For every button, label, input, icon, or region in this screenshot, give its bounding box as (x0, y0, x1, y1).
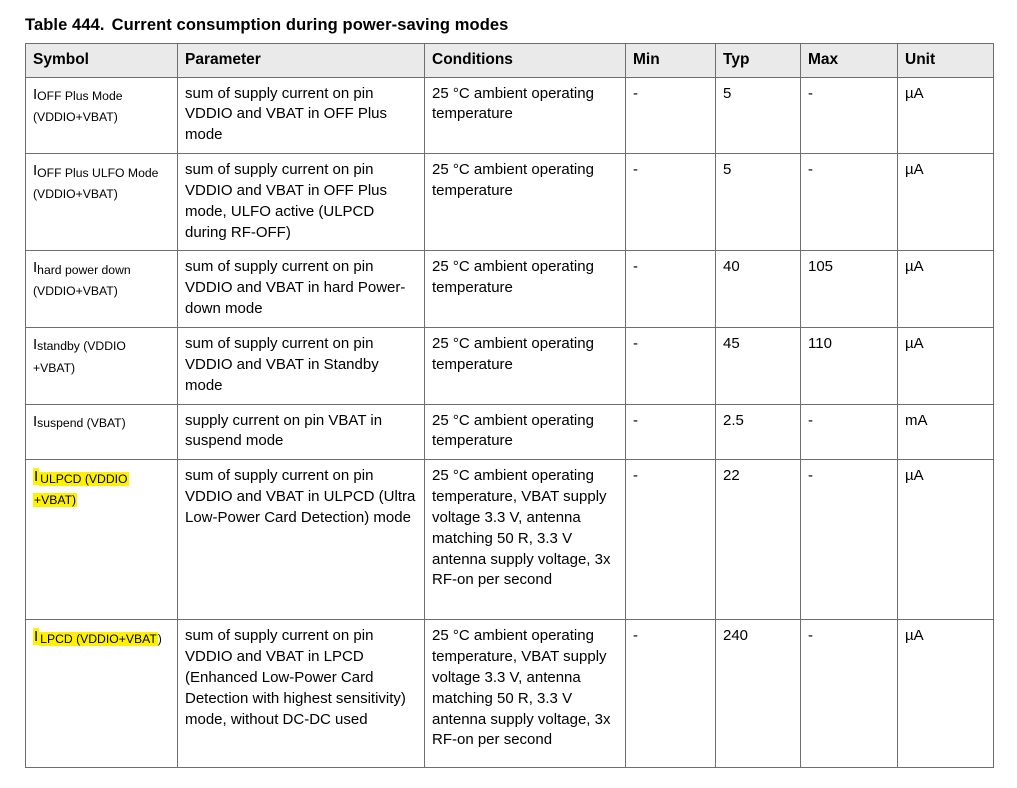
cell-parameter: sum of supply current on pin VDDIO and VBAT in OFF Plus mode (178, 77, 425, 154)
cell-symbol (26, 327, 178, 404)
cell-unit: mA (898, 404, 994, 460)
cell-parameter: sum of supply current on pin VDDIO and VBAT in OFF Plus mode, ULFO active (ULPCD during RF-OFF) (178, 154, 425, 251)
cell-min: - (626, 620, 716, 768)
cell-min: - (626, 327, 716, 404)
symbol-text: Ihard power down (VDDIO+VBAT) (33, 259, 131, 299)
cell-typ: 2.5 (716, 404, 801, 460)
cell-max: - (801, 460, 898, 620)
cell-conditions: 25 °C ambient operating temperature (425, 154, 626, 251)
cell-min: - (626, 154, 716, 251)
cell-unit: µA (898, 154, 994, 251)
symbol-text: I LPCD (VDDIO+VBAT) (34, 628, 162, 646)
cell-conditions: 25 °C ambient operating temperature (425, 327, 626, 404)
column-header-max: Max (801, 44, 898, 78)
table-caption-title: Current consumption during power-saving modes (111, 16, 509, 34)
cell-parameter: supply current on pin VBAT in suspend mode (178, 404, 425, 460)
cell-min: - (626, 77, 716, 154)
symbol-text: Istandby (VDDIO +VBAT) (33, 335, 126, 375)
cell-symbol (26, 460, 178, 620)
cell-max: 110 (801, 327, 898, 404)
cell-unit: µA (898, 77, 994, 154)
cell-symbol (26, 620, 178, 768)
table-caption (25, 16, 508, 35)
symbol-text: IOFF Plus Mode (VDDIO+VBAT) (33, 85, 123, 125)
cell-unit: µA (898, 251, 994, 328)
table-header-row (26, 44, 994, 78)
cell-parameter: sum of supply current on pin VDDIO and VBAT in Standby mode (178, 327, 425, 404)
table-row (26, 460, 994, 620)
cell-typ: 22 (716, 460, 801, 620)
cell-max: - (801, 404, 898, 460)
cell-typ: 45 (716, 327, 801, 404)
table-row (26, 251, 994, 328)
column-header-typ: Typ (716, 44, 801, 78)
column-header-symbol: Symbol (26, 44, 178, 78)
cell-conditions: 25 °C ambient operating temperature (425, 77, 626, 154)
cell-conditions: 25 °C ambient operating temperature (425, 251, 626, 328)
table-row (26, 620, 994, 768)
column-header-parameter: Parameter (178, 44, 425, 78)
cell-typ: 40 (716, 251, 801, 328)
cell-max: - (801, 620, 898, 768)
cell-symbol (26, 404, 178, 460)
column-header-unit: Unit (898, 44, 994, 78)
cell-typ: 5 (716, 77, 801, 154)
table-row (26, 404, 994, 460)
cell-min: - (626, 404, 716, 460)
cell-max: 105 (801, 251, 898, 328)
table-row (26, 327, 994, 404)
cell-parameter: sum of supply current on pin VDDIO and VBAT in hard Power-down mode (178, 251, 425, 328)
cell-symbol (26, 77, 178, 154)
cell-parameter: sum of supply current on pin VDDIO and VBAT in LPCD (Enhanced Low-Power Card Detection with highest sensitivity) mode, without DC-DC used (178, 620, 425, 768)
cell-unit: µA (898, 327, 994, 404)
cell-parameter: sum of supply current on pin VDDIO and VBAT in ULPCD (Ultra Low-Power Card Detection) mode (178, 460, 425, 620)
symbol-text: IOFF Plus ULFO Mode (VDDIO+VBAT) (33, 162, 159, 201)
cell-typ: 5 (716, 154, 801, 251)
table-caption-number: Table 444. (25, 16, 105, 34)
cell-unit: µA (898, 620, 994, 768)
cell-symbol (26, 154, 178, 251)
cell-conditions: 25 °C ambient operating temperature (425, 404, 626, 460)
table-row (26, 154, 994, 251)
cell-max: - (801, 77, 898, 154)
table-body (26, 77, 994, 768)
symbol-text: Isuspend (VBAT) (33, 412, 126, 430)
table-row (26, 77, 994, 154)
column-header-conditions: Conditions (425, 44, 626, 78)
cell-typ: 240 (716, 620, 801, 768)
cell-unit: µA (898, 460, 994, 620)
column-header-min: Min (626, 44, 716, 78)
cell-max: - (801, 154, 898, 251)
symbol-text: I ULPCD (VDDIO +VBAT) (34, 468, 128, 507)
cell-symbol (26, 251, 178, 328)
cell-conditions: 25 °C ambient operating temperature, VBAT supply voltage 3.3 V, antenna matching 50 R, 3.3 V antenna supply voltage, 3x RF-on per second (425, 460, 626, 620)
cell-min: - (626, 460, 716, 620)
cell-conditions: 25 °C ambient operating temperature, VBAT supply voltage 3.3 V, antenna matching 50 R, 3.3 V antenna supply voltage, 3x RF-on per second (425, 620, 626, 768)
cell-min: - (626, 251, 716, 328)
current-consumption-table (25, 43, 994, 768)
